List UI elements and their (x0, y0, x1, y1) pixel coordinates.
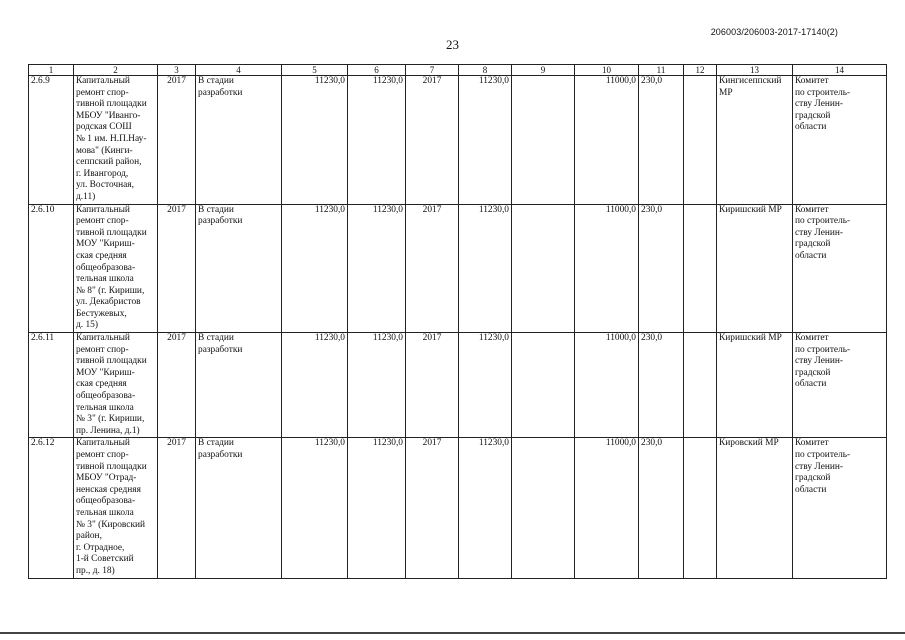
item-district: Киришский МР (717, 333, 793, 438)
item-district: Киришский МР (717, 204, 793, 333)
item-year: 2017 (158, 333, 196, 438)
item-col5: 11230,0 (282, 204, 348, 333)
table-row (29, 333, 887, 438)
item-code: 2.6.9 (29, 76, 74, 205)
column-header: 2 (74, 65, 158, 76)
item-col6: 11230,0 (348, 76, 406, 205)
item-stage: В стадии разработки (196, 438, 282, 578)
column-header: 3 (158, 65, 196, 76)
item-col9 (512, 204, 575, 333)
item-col7: 2017 (406, 438, 459, 578)
document-code: 206003/206003-2017-17140(2) (710, 27, 838, 37)
column-header: 13 (717, 65, 793, 76)
item-stage: В стадии разработки (196, 204, 282, 333)
column-header: 10 (575, 65, 639, 76)
column-header: 1 (29, 65, 74, 76)
item-name: Капитальный ремонт спор- тивной площадки МБОУ "Иванго- родская СОШ № 1 им. Н.П.Нау- мова" (Кинги- сеппский район, г. Ивангород, ул. Восточная, д.11) (74, 76, 158, 205)
item-stage: В стадии разработки (196, 76, 282, 205)
table-row (29, 76, 887, 205)
item-col7: 2017 (406, 333, 459, 438)
item-year: 2017 (158, 76, 196, 205)
item-customer: Комитет по строитель- ству Ленин- градской области (793, 333, 887, 438)
item-name: Капитальный ремонт спор- тивной площадки МБОУ "Отрад- ненская средняя общеобразова- тельная школа № 3" (Кировский район, г. Отрадное, 1-й Советский пр., д. 18) (74, 438, 158, 578)
item-stage: В стадии разработки (196, 333, 282, 438)
item-col11: 230,0 (639, 204, 684, 333)
item-col6: 11230,0 (348, 333, 406, 438)
item-col8: 11230,0 (459, 76, 512, 205)
item-col11: 230,0 (639, 333, 684, 438)
table-row (29, 438, 887, 578)
item-col6: 11230,0 (348, 204, 406, 333)
program-table (28, 64, 887, 579)
item-name: Капитальный ремонт спор- тивной площадки МОУ "Кириш- ская средняя общеобразова- тельная школа № 8" (г. Кириши, ул. Декабристов Бестужевых, д. 15) (74, 204, 158, 333)
column-header: 6 (348, 65, 406, 76)
item-col12 (684, 76, 717, 205)
item-col7: 2017 (406, 76, 459, 205)
item-col10: 11000,0 (575, 204, 639, 333)
column-header: 4 (196, 65, 282, 76)
column-header: 7 (406, 65, 459, 76)
item-col5: 11230,0 (282, 76, 348, 205)
item-col12 (684, 333, 717, 438)
item-col5: 11230,0 (282, 438, 348, 578)
item-col9 (512, 438, 575, 578)
item-col8: 11230,0 (459, 204, 512, 333)
item-col9 (512, 76, 575, 205)
item-customer: Комитет по строитель- ству Ленин- градской области (793, 76, 887, 205)
item-col12 (684, 204, 717, 333)
item-code: 2.6.12 (29, 438, 74, 578)
item-district: Кингисеппский МР (717, 76, 793, 205)
item-district: Кировский МР (717, 438, 793, 578)
item-col6: 11230,0 (348, 438, 406, 578)
column-header: 12 (684, 65, 717, 76)
item-code: 2.6.10 (29, 204, 74, 333)
item-col11: 230,0 (639, 438, 684, 578)
item-customer: Комитет по строитель- ству Ленин- градской области (793, 438, 887, 578)
page-number: 23 (446, 37, 459, 52)
column-header: 9 (512, 65, 575, 76)
item-col10: 11000,0 (575, 76, 639, 205)
item-col10: 11000,0 (575, 438, 639, 578)
table-row (29, 204, 887, 333)
item-col11: 230,0 (639, 76, 684, 205)
column-numbers-row (29, 65, 887, 76)
item-col7: 2017 (406, 204, 459, 333)
item-year: 2017 (158, 438, 196, 578)
column-header: 8 (459, 65, 512, 76)
scan-bottom-edge (0, 632, 905, 634)
item-customer: Комитет по строитель- ству Ленин- градской области (793, 204, 887, 333)
item-col10: 11000,0 (575, 333, 639, 438)
column-header: 11 (639, 65, 684, 76)
column-header: 14 (793, 65, 887, 76)
item-col9 (512, 333, 575, 438)
item-col8: 11230,0 (459, 438, 512, 578)
item-name: Капитальный ремонт спор- тивной площадки МОУ "Кириш- ская средняя общеобразова- тельная школа № 3" (г. Кириши, пр. Ленина, д.1) (74, 333, 158, 438)
item-col8: 11230,0 (459, 333, 512, 438)
item-col5: 11230,0 (282, 333, 348, 438)
item-code: 2.6.11 (29, 333, 74, 438)
item-col12 (684, 438, 717, 578)
item-year: 2017 (158, 204, 196, 333)
column-header: 5 (282, 65, 348, 76)
